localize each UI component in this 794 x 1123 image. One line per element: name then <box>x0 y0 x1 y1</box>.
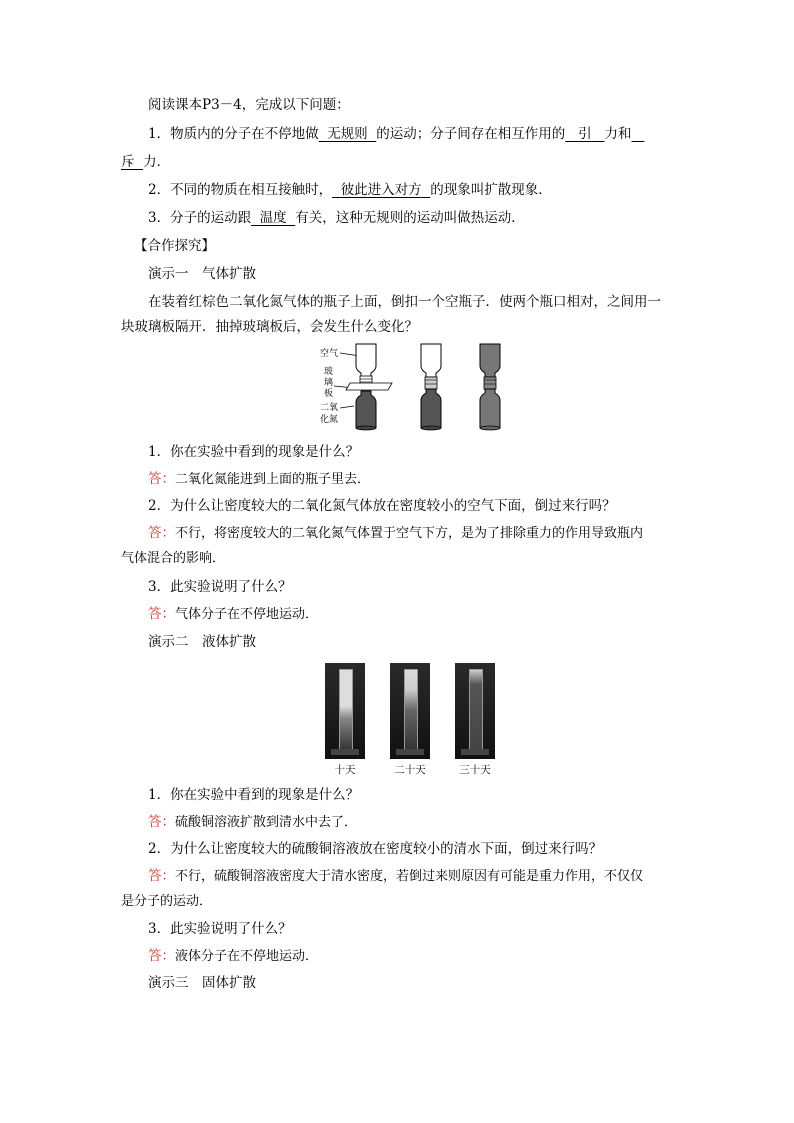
demo1-q3: 3．此实验说明了什么？ <box>148 579 292 595</box>
answer-label: 答： <box>148 814 175 830</box>
demo1-desc-line2: 块玻璃板隔开．抽掉玻璃板后，会发生什么变化？ <box>121 319 418 335</box>
answer-label: 答： <box>148 606 175 622</box>
demo2-q1: 1．你在实验中看到的现象是什么？ <box>148 787 360 803</box>
label-glass-2: 璃 <box>324 378 334 388</box>
demo2-a3 <box>148 947 318 966</box>
q2-blank: 彼此进入对方 <box>340 182 422 198</box>
demo1-a1-text: 二氧化氮能进到上面的瓶子里去． <box>175 472 371 487</box>
q1-mid-2: 力和 <box>604 126 632 142</box>
demo2-a1 <box>148 813 357 832</box>
label-air: 空气 <box>320 349 339 359</box>
q2-prefix: 2．不同的物质在相互接触时， <box>148 182 333 198</box>
demo1-a2-continued <box>121 549 225 568</box>
demo3-title: 演示三 固体扩散 <box>148 975 256 991</box>
answer-label: 答： <box>148 948 175 964</box>
q1-underline-tail <box>632 126 645 142</box>
demo2-q2: 2．为什么让密度较大的硫酸铜溶液放在密度较小的清水下面，倒过来行吗？ <box>148 841 603 857</box>
question-1-continued <box>121 153 170 171</box>
bottle-pair-mixing <box>421 344 441 430</box>
label-no2-2: 化氮 <box>320 415 339 425</box>
caption-20-days: 二十天 <box>394 764 426 776</box>
q1-prefix: 1．物质内的分子在不停地做 <box>148 126 319 142</box>
answer-label: 答： <box>148 525 175 541</box>
demo2-a2-text: 不行，硫酸铜溶液密度大于清水密度，若倒过来则原因有可能是重力作用，不仅仅 <box>175 869 644 884</box>
label-glass-3: 板 <box>324 389 334 399</box>
demo1-a3-text: 气体分子在不停地运动． <box>175 607 319 622</box>
label-no2-1: 二氧 <box>320 403 339 413</box>
demo2-title: 演示二 液体扩散 <box>148 634 256 650</box>
demo2-q3: 3．此实验说明了什么？ <box>148 921 292 937</box>
answer-label: 答： <box>148 868 175 884</box>
cylinder-photo-20-days <box>390 663 430 759</box>
q3-suffix: 有关，这种无规则的运动叫做热运动． <box>295 210 525 226</box>
demo1-q1: 1．你在实验中看到的现象是什么？ <box>148 444 360 460</box>
gas-diffusion-figure <box>318 338 518 436</box>
cylinder-photo-10-days <box>325 663 365 759</box>
demo1-title: 演示一 气体扩散 <box>148 266 256 282</box>
answer-label: 答： <box>148 471 175 487</box>
bottle-pair-before <box>346 344 392 430</box>
demo1-desc-line1: 在装着红棕色二氧化氮气体的瓶子上面，倒扣一个空瓶子．使两个瓶口相对，之间用一 <box>148 294 661 310</box>
q2-suffix: 的现象叫扩散现象． <box>430 182 552 198</box>
label-glass-1: 玻 <box>324 367 334 377</box>
demo2-a2-continued <box>121 892 212 911</box>
question-1 <box>148 125 644 143</box>
bottle-pair-after <box>480 344 500 430</box>
q3-blank: 温度 <box>259 210 287 226</box>
question-3 <box>148 209 525 227</box>
cylinder-photo-30-days <box>455 663 495 759</box>
demo1-a2-text-2: 气体混合的影响． <box>121 551 226 566</box>
demo2-a1-text: 硫酸铜溶液扩散到清水中去了． <box>175 815 358 830</box>
q1-blank-3: 斥 <box>121 154 135 170</box>
demo1-q2: 2．为什么让密度较大的二氧化氮气体放在密度较小的空气下面，倒过来行吗？ <box>148 498 616 514</box>
demo2-a2 <box>148 867 643 886</box>
demo2-a2-text-2: 是分子的运动． <box>121 894 213 909</box>
intro-text: 阅读课本P3－4，完成以下问题： <box>148 97 350 113</box>
demo1-a2 <box>148 524 643 543</box>
caption-10-days: 十天 <box>334 764 356 776</box>
q1-blank-2: 引 <box>578 126 592 142</box>
q1-suffix: 力． <box>143 154 171 170</box>
q3-prefix: 3．分子的运动跟 <box>148 210 252 226</box>
q1-mid-1: 的运动；分子间存在相互作用的 <box>376 126 566 142</box>
question-2 <box>148 181 552 199</box>
demo2-a3-text: 液体分子在不停地运动． <box>175 949 319 964</box>
caption-30-days: 三十天 <box>459 764 491 776</box>
section-heading: 【合作探究】 <box>134 238 215 254</box>
demo1-a2-text: 不行，将密度较大的二氧化氮气体置于空气下方，是为了排除重力的作用导致瓶内 <box>175 526 644 541</box>
label-no2-leader <box>340 406 354 408</box>
demo1-a1 <box>148 470 370 489</box>
q1-blank-1: 无规则 <box>327 126 368 142</box>
demo1-a3 <box>148 605 318 624</box>
